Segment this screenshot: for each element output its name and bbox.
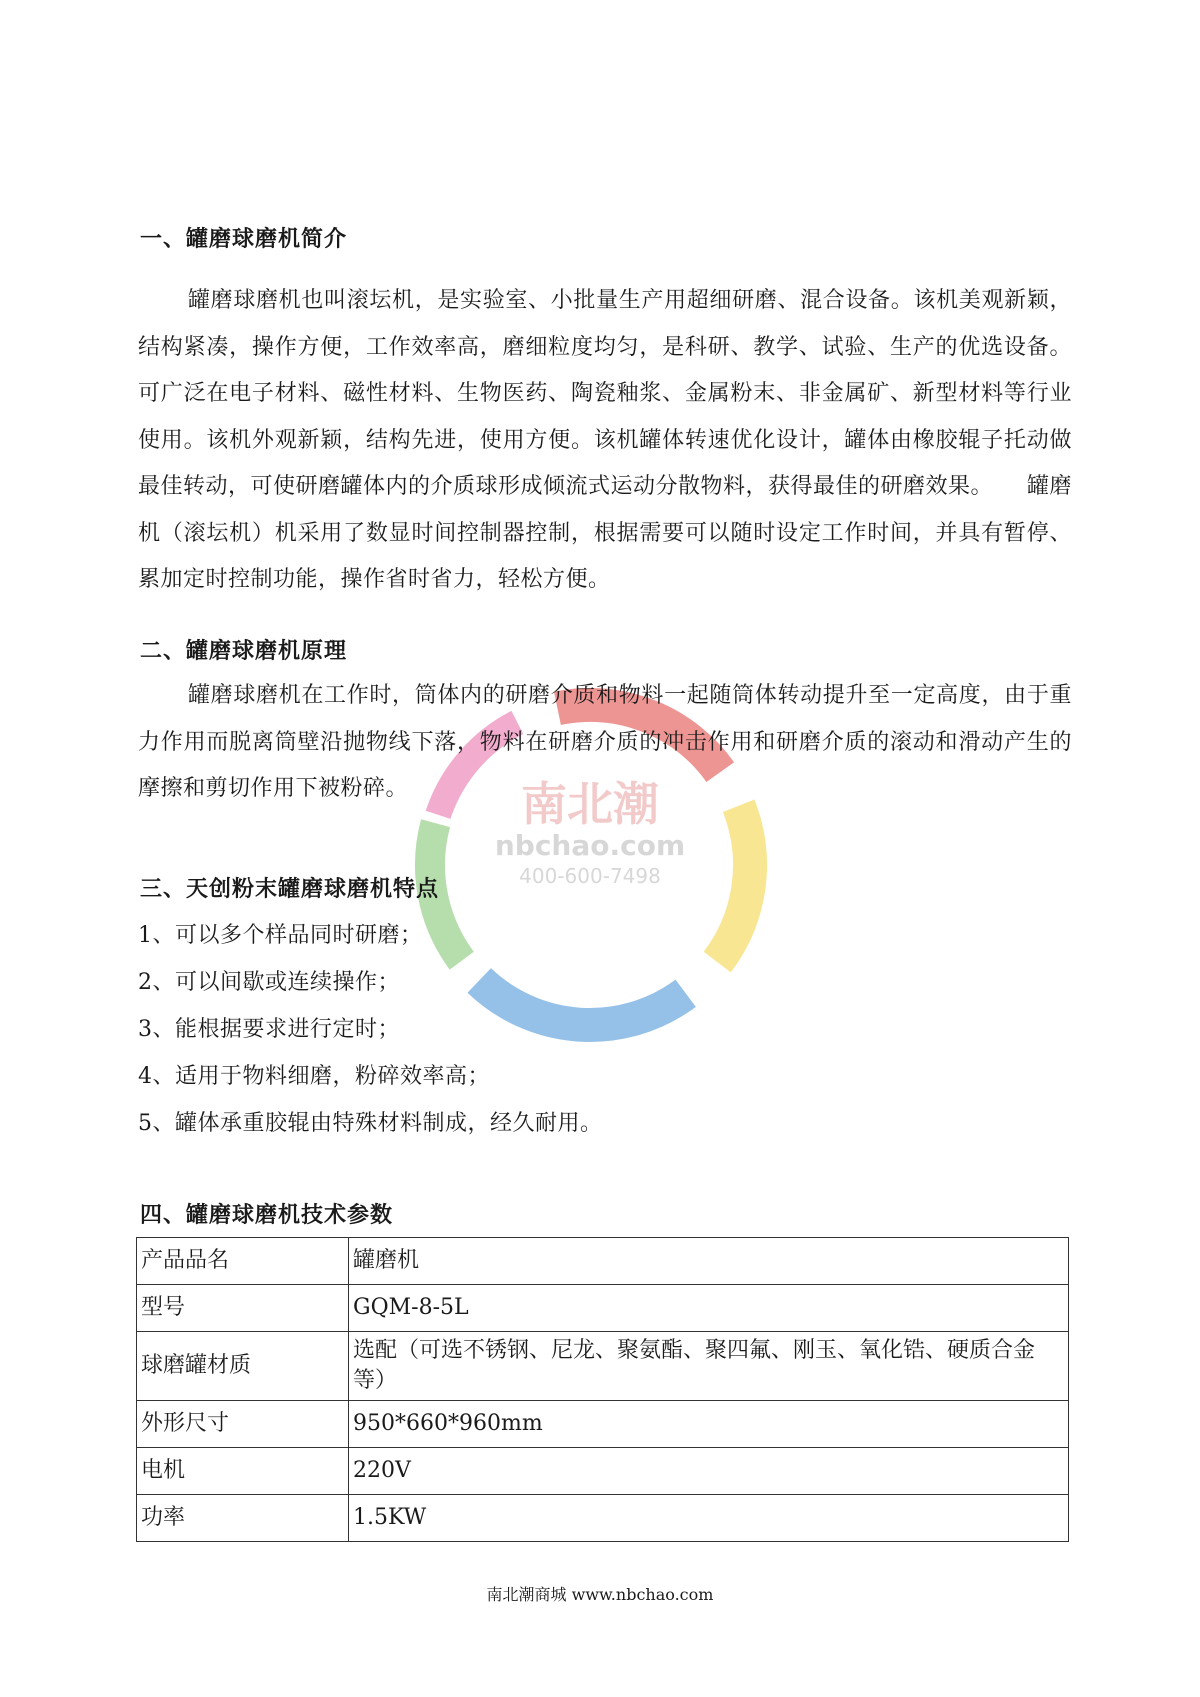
- section-intro-heading: 一、罐磨球磨机简介: [140, 226, 348, 252]
- table-row: [137, 1332, 1069, 1401]
- page-footer: 南北潮商城 www.nbchao.com: [486, 1585, 714, 1604]
- section-principle-body: 罐磨球磨机在工作时，筒体内的研磨介质和物料一起随筒体转动提升至一定高度，由于重力作用而脱离筒壁沿抛物线下落，物料在研磨介质的冲击作用和研磨介质的滚动和滑动产生的摩擦和剪切作用下被粉碎。: [138, 683, 1072, 801]
- section-specs-heading: 四、罐磨球磨机技术参数: [140, 1202, 394, 1228]
- spec-key: 功率: [137, 1495, 349, 1542]
- spec-key: 球磨罐材质: [137, 1332, 349, 1401]
- feature-item: 5、罐体承重胶辊由特殊材料制成，经久耐用。: [138, 1111, 603, 1136]
- spec-key: 产品品名: [137, 1238, 349, 1285]
- table-row: [137, 1401, 1069, 1448]
- spec-value: 1.5KW: [349, 1495, 1069, 1542]
- feature-item: 2、可以间歇或连续操作；: [138, 970, 400, 995]
- specs-table: [136, 1237, 1069, 1542]
- spec-value: 罐磨机: [349, 1238, 1069, 1285]
- feature-item: 1、可以多个样品同时研磨；: [138, 923, 423, 948]
- watermark-domain: nbchao.com: [494, 829, 686, 862]
- spec-value: 220V: [349, 1448, 1069, 1495]
- section-features-heading: 三、天创粉末罐磨球磨机特点: [140, 876, 440, 902]
- section-principle-heading: 二、罐磨球磨机原理: [140, 638, 348, 664]
- spec-key: 外形尺寸: [137, 1401, 349, 1448]
- spec-value: GQM-8-5L: [349, 1285, 1069, 1332]
- feature-item: 3、能根据要求进行定时；: [138, 1017, 400, 1042]
- feature-item: 4、适用于物料细磨，粉碎效率高；: [138, 1064, 490, 1089]
- table-row: [137, 1238, 1069, 1285]
- spec-key: 型号: [137, 1285, 349, 1332]
- watermark-phone: 400-600-7498: [519, 864, 661, 888]
- table-row: [137, 1448, 1069, 1495]
- watermark-brand-cn: 南北潮: [521, 777, 659, 831]
- table-row: [137, 1495, 1069, 1542]
- spec-value: 950*660*960mm: [349, 1401, 1069, 1448]
- spec-key: 电机: [137, 1448, 349, 1495]
- table-row: [137, 1285, 1069, 1332]
- spec-value: 选配（可选不锈钢、尼龙、聚氨酯、聚四氟、刚玉、氧化锆、硬质合金等）: [349, 1332, 1069, 1401]
- section-intro-body: 罐磨球磨机也叫滚坛机，是实验室、小批量生产用超细研磨、混合设备。该机美观新颖，结构紧凑，操作方便，工作效率高，磨细粒度均匀，是科研、教学、试验、生产的优选设备。可广泛在电子材料、磁性材料、生物医药、陶瓷釉浆、金属粉末、非金属矿、新型材料等行业使用。该机外观新颖，结构先进，使用方便。该机罐体转速优化设计，罐体由橡胶辊子托动做最佳转动，可使研磨罐体内的介质球形成倾流式运动分散物料，获得最佳的研磨效果。 罐磨机（滚坛机）机采用了数显时间控制器控制，根据需要可以随时设定工作时间，并具有暂停、累加定时控制功能，操作省时省力，轻松方便。: [138, 288, 1073, 592]
